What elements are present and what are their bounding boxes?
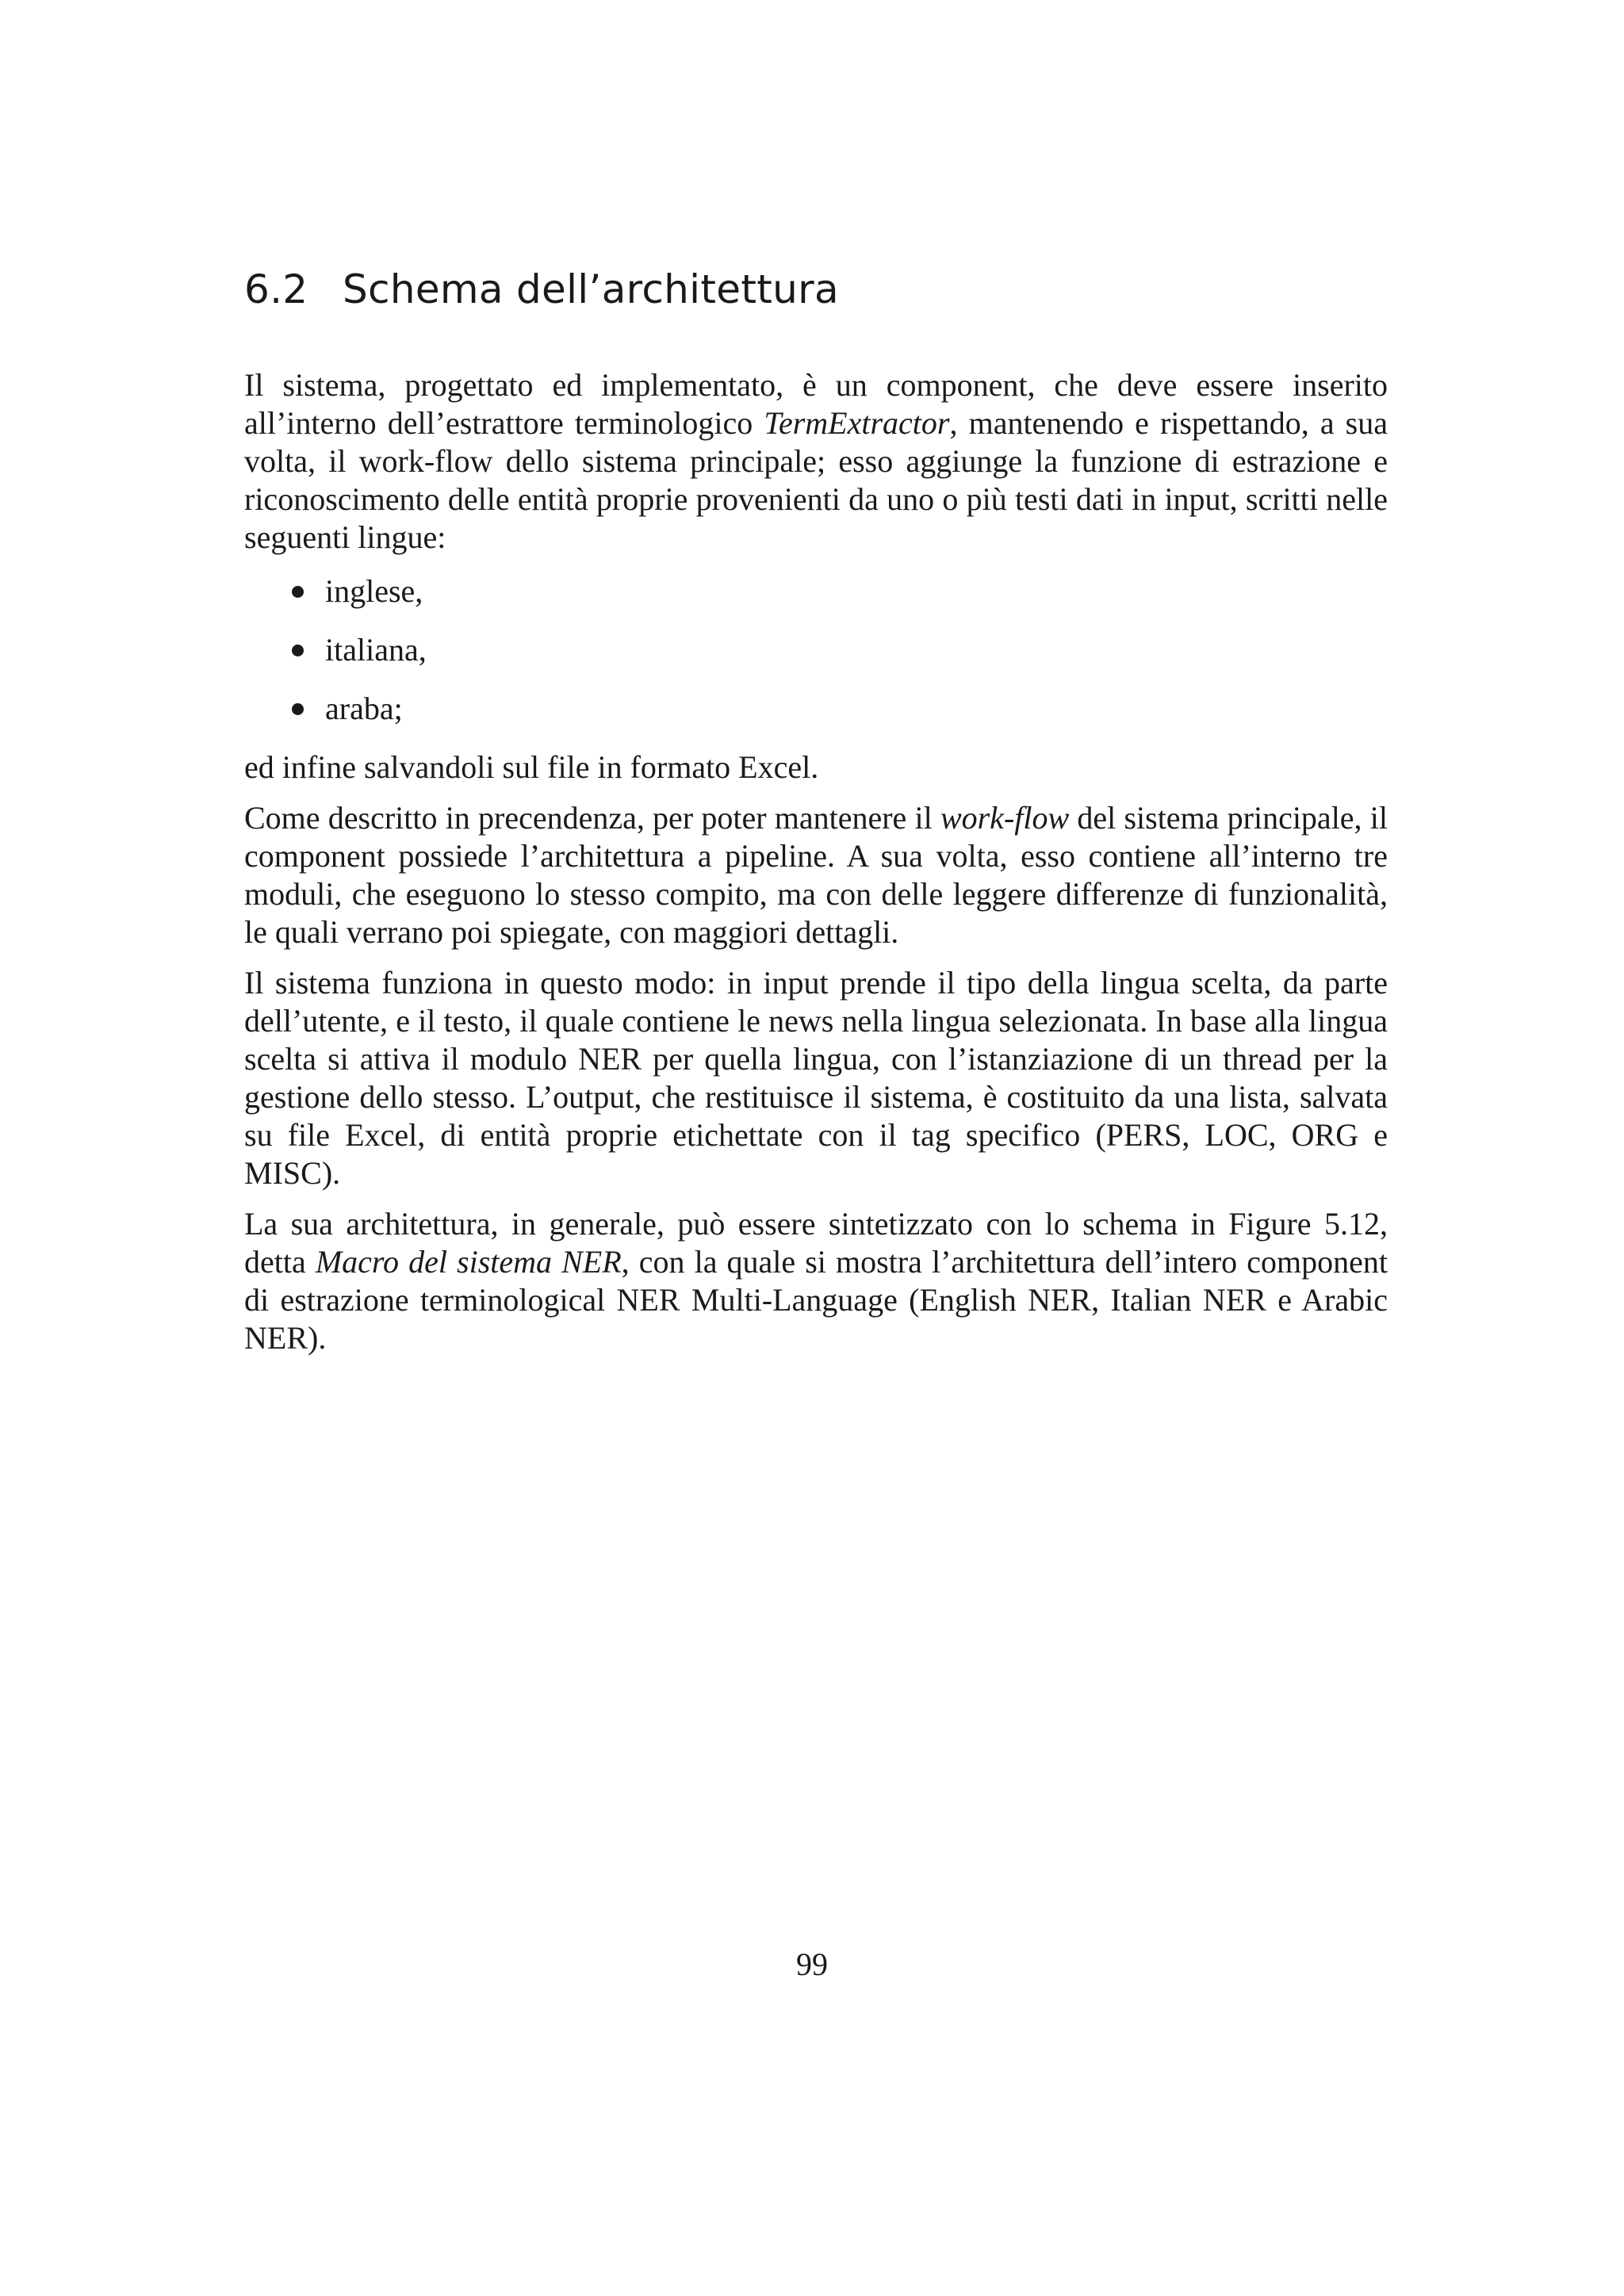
list-item-label: araba; [325,691,403,726]
section-heading [244,262,839,317]
list-item [244,690,1388,728]
work-flow-term: work-flow [940,800,1070,836]
section-title: Schema dell’architettura [343,266,839,312]
list-item-label: inglese, [325,573,423,609]
bullet-icon [292,703,304,715]
paragraph-operation: Il sistema funziona in questo modo: in input prende il tipo della lingua scelta, da parte dell’utente, e il testo, il quale contiene le news nella lingua selezionata. In base alla lingua scelta si attiva il modulo NER per quella lingua, con l’istanziazione di un thread per la gestione dello stesso. L’output, che restituisce il sistema, è costituito da una lista, salvata su file Excel, di entità proprie etichettate con il tag specifico (PERS, LOC, ORG e MISC). [244,965,1388,1191]
section-number: 6.2 [244,266,308,312]
list-item-label: italiana, [325,632,427,668]
list-item [244,631,1388,669]
paragraph-intro-text: Il sistema, progettato ed implementato, è un component, che deve essere inserito all’interno dell’estrattore terminologico [244,367,1388,441]
bullet-icon [292,645,304,656]
list-item [244,572,1388,610]
page-number: 99 [796,1946,828,1982]
paragraph-intro [244,366,1388,557]
paragraph-pipeline [244,799,1388,951]
section-body [244,366,1388,1357]
paragraph-architecture-text: La sua architettura, in generale, può essere sintetizzato con lo schema in Figure 5.12, detta [244,1206,1388,1280]
paragraph-excel: ed infine salvandoli sul file in formato Excel. [244,749,819,785]
paragraph-architecture [244,1205,1388,1357]
paragraph-intro-continuation: , mantenendo e rispettando, a sua volta, il work-flow dello sistema principale; esso aggiunge la funzione di estrazione e riconoscimento delle entità proprie provenienti da uno o più testi dati in input, scritti nelle seguenti lingue: [244,405,1388,555]
term-extractor-name: TermExtractor [764,405,950,441]
paragraph-pipeline-text: Come descritto in precendenza, per poter mantenere il [244,800,940,836]
paragraph-architecture-continuation: , con la quale si mostra l’architettura dell’intero component di estrazione terminological NER Multi-Language (English NER, Italian NER e Arabic NER). [244,1244,1388,1356]
bullet-icon [292,586,304,598]
macro-ner-figure-title: Macro del sistema NER [315,1244,622,1280]
paragraph-pipeline-continuation: del sistema principale, il component possiede l’architettura a pipeline. A sua volta, esso contiene all’interno tre moduli, che eseguono lo stesso compito, ma con delle leggere differenze di funzionalità, le quali verrano poi spiegate, con maggiori dettagli. [244,800,1388,950]
language-list [244,572,1388,728]
